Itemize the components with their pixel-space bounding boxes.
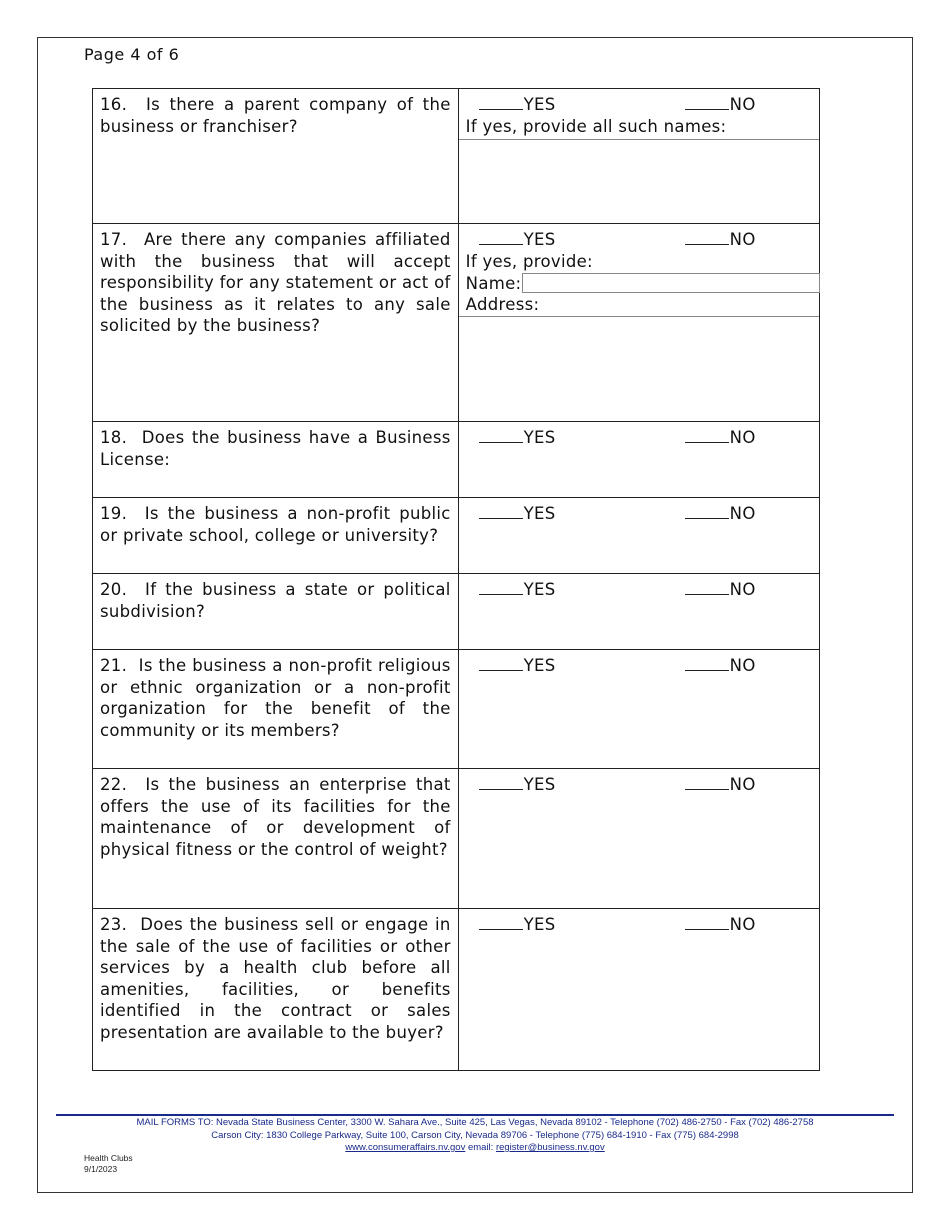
question-22-text: Is the business an enterprise that offers the use of its facilities for the maintenance of or development of physical fitness or the control of weight? — [100, 775, 451, 859]
q20-no-blank[interactable] — [685, 580, 729, 595]
questionnaire-table — [92, 88, 820, 1071]
email-label: email: — [467, 1142, 494, 1153]
question-21 — [93, 650, 459, 769]
question-row-17 — [93, 224, 820, 422]
q18-no-label: NO — [729, 428, 756, 447]
q16-yes-label: YES — [523, 95, 556, 114]
q22-yes-blank[interactable] — [479, 775, 523, 790]
answer-19 — [458, 498, 819, 574]
email-link[interactable]: register@business.nv.gov — [495, 1142, 605, 1153]
q18-yes-blank[interactable] — [479, 428, 523, 443]
question-row-19 — [93, 498, 820, 574]
question-23-text: Does the business sell or engage in the sale of the use of facilities or other services by a health club before all amenities, facilities, or benefits identified in the contract or sales presentation are available to the buyer? — [100, 915, 451, 1042]
q19-yes-blank[interactable] — [479, 504, 523, 519]
q17-no-blank[interactable] — [685, 230, 729, 245]
answer-18 — [458, 422, 819, 498]
q17-yes-blank[interactable] — [479, 230, 523, 245]
question-21-text: Is the business a non-profit religious or ethnic organization or a non-profit organization for the benefit of the community or its members? — [100, 656, 451, 740]
question-17-text: Are there any companies affiliated with the business that will accept responsibility for any statement or act of the business as it relates to any sale solicited by the business? — [100, 230, 451, 335]
question-16-text: Is there a parent company of the business or franchiser? — [100, 95, 451, 136]
question-19-text: Is the business a non-profit public or private school, college or university? — [100, 504, 451, 545]
question-23-number: 23. — [100, 915, 128, 934]
q17-name-label: Name: — [465, 273, 522, 293]
q16-names-field[interactable] — [459, 139, 819, 222]
q20-no-label: NO — [729, 580, 756, 599]
question-16-number: 16. — [100, 95, 128, 114]
q16-yes-blank[interactable] — [479, 95, 523, 110]
question-22-number: 22. — [100, 775, 128, 794]
answer-22 — [458, 769, 819, 909]
q22-no-label: NO — [729, 775, 756, 794]
question-19-number: 19. — [100, 504, 128, 523]
q17-followup: If yes, provide: — [465, 252, 593, 271]
question-16 — [93, 89, 459, 224]
question-20-text: If the business a state or political subdivision? — [100, 580, 451, 621]
question-18 — [93, 422, 459, 498]
q21-yes-label: YES — [523, 656, 556, 675]
q17-name-field[interactable] — [522, 273, 820, 293]
answer-21 — [458, 650, 819, 769]
question-18-text: Does the business have a Business License: — [100, 428, 451, 469]
q16-followup: If yes, provide all such names: — [465, 117, 727, 136]
q19-no-label: NO — [729, 504, 756, 523]
form-meta — [84, 1153, 133, 1175]
q19-yes-label: YES — [523, 504, 556, 523]
q22-yes-label: YES — [523, 775, 556, 794]
question-row-20 — [93, 574, 820, 650]
question-row-16 — [93, 89, 820, 224]
question-row-23 — [93, 909, 820, 1071]
q21-no-blank[interactable] — [685, 656, 729, 671]
q16-no-blank[interactable] — [685, 95, 729, 110]
form-name: Health Clubs — [84, 1153, 133, 1163]
page-number: Page 4 of 6 — [84, 45, 180, 64]
question-18-number: 18. — [100, 428, 128, 447]
website-link[interactable]: www.consumeraffairs.nv.gov — [345, 1142, 466, 1153]
q18-no-blank[interactable] — [685, 428, 729, 443]
q23-yes-label: YES — [523, 915, 556, 934]
q17-yes-label: YES — [523, 230, 556, 249]
q18-yes-label: YES — [523, 428, 556, 447]
question-row-18 — [93, 422, 820, 498]
footer-carson-line: Carson City: 1830 College Parkway, Suite 100, Carson City, Nevada 89706 - Telephone (775) 684-1910 - Fax (775) 684-2998 — [211, 1129, 739, 1141]
q23-no-label: NO — [729, 915, 756, 934]
q21-yes-blank[interactable] — [479, 656, 523, 671]
answer-20 — [458, 574, 819, 650]
question-20-number: 20. — [100, 580, 128, 599]
q17-address-field[interactable] — [459, 316, 819, 419]
question-row-21 — [93, 650, 820, 769]
form-date: 9/1/2023 — [84, 1164, 118, 1174]
q23-yes-blank[interactable] — [479, 915, 523, 930]
question-22 — [93, 769, 459, 909]
question-19 — [93, 498, 459, 574]
question-17 — [93, 224, 459, 422]
question-20 — [93, 574, 459, 650]
q23-no-blank[interactable] — [685, 915, 729, 930]
q17-address-label: Address: — [465, 295, 540, 314]
answer-23 — [458, 909, 819, 1071]
q19-no-blank[interactable] — [685, 504, 729, 519]
q20-yes-label: YES — [523, 580, 556, 599]
q16-no-label: NO — [729, 95, 756, 114]
q17-no-label: NO — [729, 230, 756, 249]
footer-mail-line: MAIL FORMS TO: Nevada State Business Center, 3300 W. Sahara Ave., Suite 425, Las Vegas, Nevada 89102 - Telephone (702) 486-2750 - Fax (702) 486-2758 — [136, 1117, 814, 1128]
answer-16 — [458, 89, 819, 224]
answer-17 — [458, 224, 819, 422]
q22-no-blank[interactable] — [685, 775, 729, 790]
q20-yes-blank[interactable] — [479, 580, 523, 595]
question-23 — [93, 909, 459, 1071]
q21-no-label: NO — [729, 656, 756, 675]
question-17-number: 17. — [100, 230, 128, 249]
question-row-22 — [93, 769, 820, 909]
footer — [56, 1114, 894, 1155]
question-21-number: 21. — [100, 656, 128, 675]
